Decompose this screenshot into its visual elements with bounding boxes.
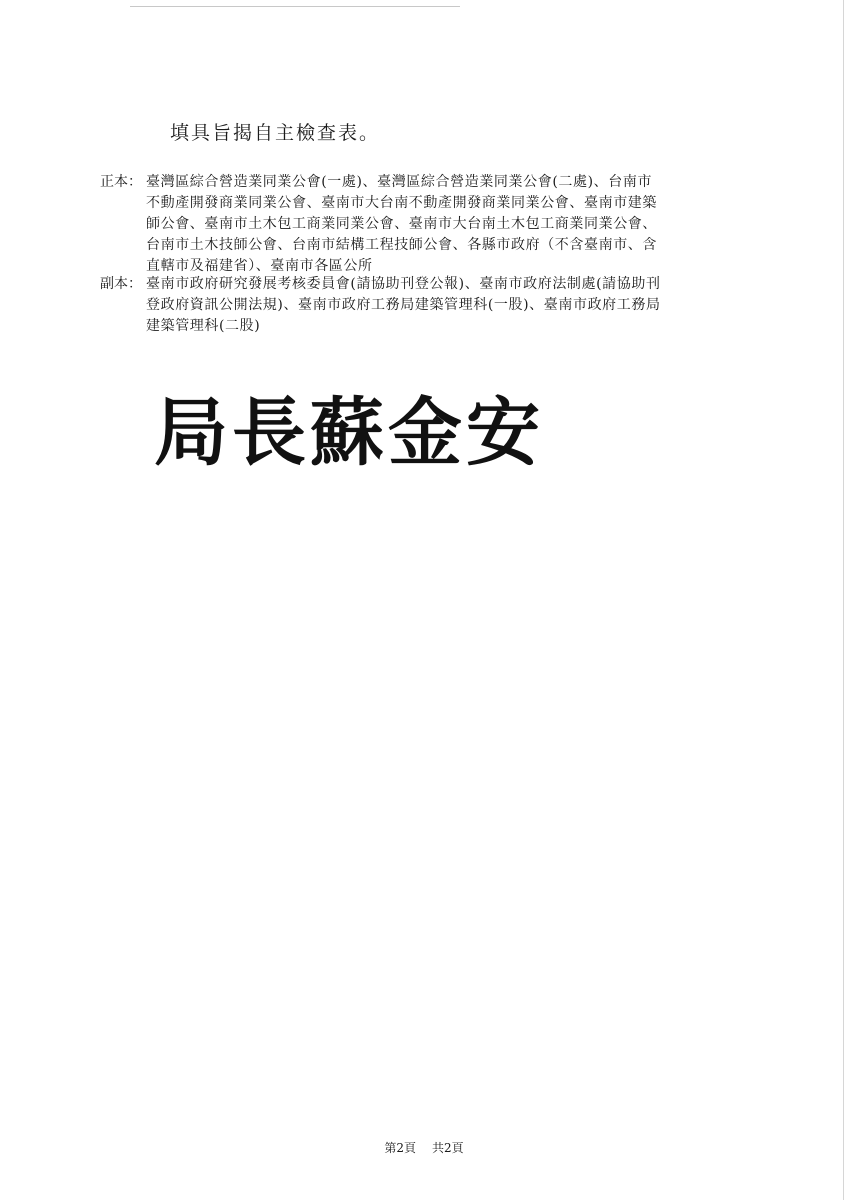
distribution-line: 登政府資訊公開法規)、臺南市政府工務局建築管理科(一股)、臺南市政府工務局 bbox=[146, 297, 661, 313]
top-scan-rule bbox=[130, 6, 460, 7]
signature-text: 局長蘇金安 bbox=[154, 390, 544, 476]
page-number: 第2頁 bbox=[384, 1141, 416, 1155]
distribution-label-original: 正本： bbox=[100, 174, 142, 190]
distribution-line: 臺灣區綜合營造業同業公會(一處)、臺灣區綜合營造業同業公會(二處)、台南市 bbox=[146, 174, 653, 190]
page-footer bbox=[0, 1139, 848, 1156]
distribution-line: 師公會、臺南市土木包工商業同業公會、臺南市大台南土木包工商業同業公會、 bbox=[146, 216, 657, 232]
director-signature bbox=[150, 380, 570, 480]
page-total: 共2頁 bbox=[432, 1141, 464, 1155]
distribution-line: 建築管理科(二股) bbox=[146, 318, 261, 334]
distribution-line: 不動產開發商業同業公會、臺南市大台南不動產開發商業同業公會、臺南市建築 bbox=[146, 195, 657, 211]
distribution-row bbox=[100, 172, 760, 277]
page-edge-line bbox=[843, 0, 844, 1200]
intro-text: 填具旨揭自主檢查表。 bbox=[170, 122, 381, 144]
distribution-line: 台南市土木技師公會、台南市結構工程技師公會、各縣市政府（不含臺南市、含 bbox=[146, 237, 657, 253]
distribution-label-copy: 副本： bbox=[100, 276, 142, 292]
signature-graphic bbox=[150, 380, 570, 480]
distribution-row bbox=[100, 274, 760, 337]
distribution-original-recipients bbox=[100, 172, 760, 277]
distribution-lines bbox=[146, 274, 760, 337]
distribution-line: 直轄市及福建省）、臺南市各區公所 bbox=[146, 258, 373, 274]
distribution-line: 臺南市政府研究發展考核委員會(請協助刊登公報)、臺南市政府法制處(請協助刊 bbox=[146, 276, 661, 292]
distribution-copy-recipients bbox=[100, 274, 760, 337]
distribution-lines bbox=[146, 172, 760, 277]
